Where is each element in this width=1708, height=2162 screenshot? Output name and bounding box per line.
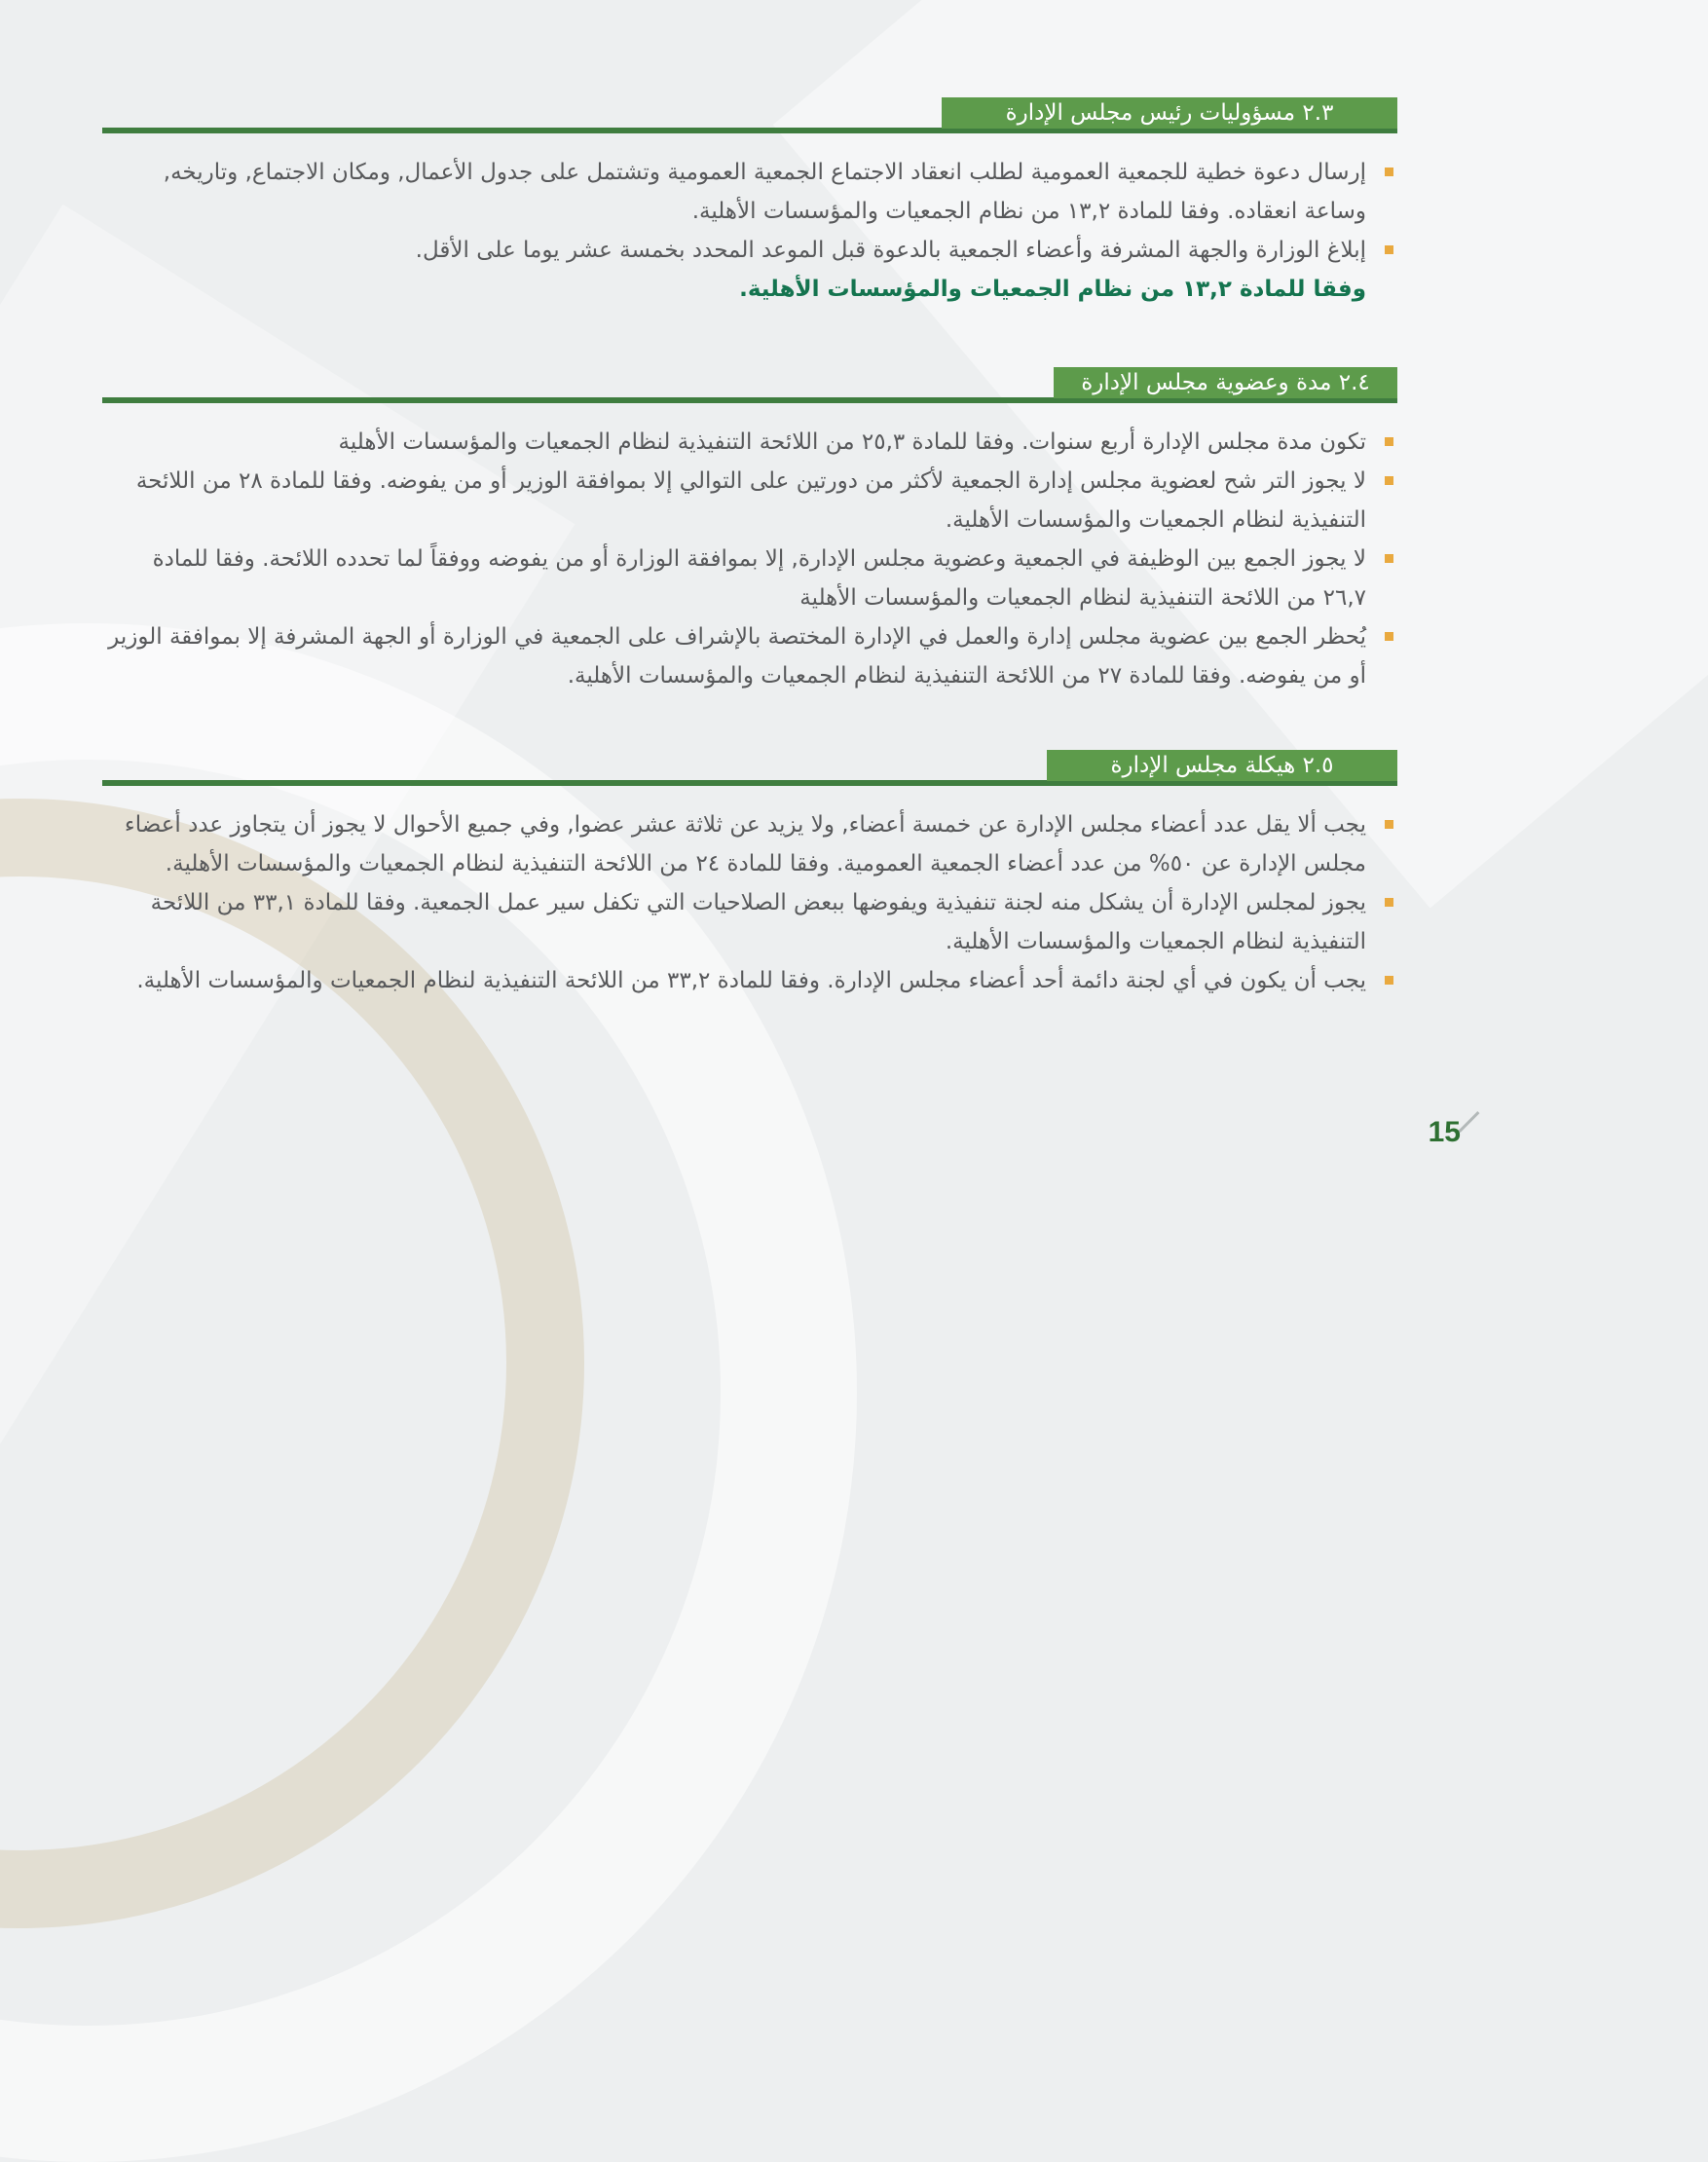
bullet-square-icon (1385, 632, 1393, 641)
bullet-text: يُحظر الجمع بين عضوية مجلس إدارة والعمل في الإدارة المختصة بالإشراف على الجمعية في الوزارة أو الجهة المشرفة إلا بموافقة الوزير أو من يفوضه. وفقا للمادة ٢٧ من اللائحة التنفيذية لنظام الجمعيات والمؤسسات الأهلية. (108, 624, 1366, 689)
section-title-bar (942, 97, 1397, 129)
section-header-2-4 (102, 367, 1397, 403)
bullet-square-icon (1385, 554, 1393, 563)
bullet-square-icon (1385, 437, 1393, 446)
section-title: ٢.٣ مسؤوليات رئيس مجلس الإدارة (1005, 100, 1334, 126)
bullet-list-2-5 (102, 805, 1397, 1000)
bullet-text: لا يجوز التر شح لعضوية مجلس إدارة الجمعية لأكثر من دورتين على التوالي إلا بموافقة الوزير أو من يفوضه. وفقا للمادة ٢٨ من اللائحة التنفيذية لنظام الجمعيات والمؤسسات الأهلية. (135, 468, 1366, 533)
bullet-square-icon (1385, 976, 1393, 985)
list-item (102, 617, 1397, 695)
bullet-square-icon (1385, 245, 1393, 254)
page-content (102, 97, 1397, 1000)
list-item (102, 153, 1397, 231)
bullet-list-2-3 (102, 153, 1397, 309)
page-number: 15 (1428, 1116, 1461, 1148)
list-item (102, 883, 1397, 961)
bullet-square-icon (1385, 168, 1393, 176)
bullet-highlight-text: وفقا للمادة ١٣,٢ من نظام الجمعيات والمؤسسات الأهلية. (739, 277, 1366, 302)
bullet-square-icon (1385, 476, 1393, 485)
bullet-text: يجب ألا يقل عدد أعضاء مجلس الإدارة عن خمسة أعضاء, ولا يزيد عن ثلاثة عشر عضوا, وفي جميع الأحوال لا يجوز أن يتجاوز عدد أعضاء مجلس الإدارة عن ٥٠% من عدد أعضاء الجمعية العمومية. وفقا للمادة ٢٤ من اللائحة التنفيذية لنظام الجمعيات والمؤسسات الأهلية. (124, 812, 1366, 876)
section-title-bar (1047, 750, 1397, 781)
bullet-text: إرسال دعوة خطية للجمعية العمومية لطلب انعقاد الاجتماع الجمعية العمومية وتشتمل على جدول الأعمال, ومكان الاجتماع, وتاريخه, وساعة انعقاده. وفقا للمادة ١٣,٢ من نظام الجمعيات والمؤسسات الأهلية. (163, 160, 1366, 224)
list-item (102, 231, 1397, 309)
list-item (102, 540, 1397, 617)
section-header-2-3 (102, 97, 1397, 133)
bullet-text: تكون مدة مجلس الإدارة أربع سنوات. وفقا للمادة ٢٥,٣ من اللائحة التنفيذية لنظام الجمعيات والمؤسسات الأهلية (338, 429, 1366, 455)
bullet-text: يجوز لمجلس الإدارة أن يشكل منه لجنة تنفيذية ويفوضها ببعض الصلاحيات التي تكفل سير عمل الجمعية. وفقا للمادة ٣٣,١ من اللائحة التنفيذية لنظام الجمعيات والمؤسسات الأهلية. (150, 890, 1366, 954)
section-title-bar (1054, 367, 1397, 398)
list-item (102, 423, 1397, 462)
list-item (102, 961, 1397, 1000)
section-title: ٢.٥ هيكلة مجلس الإدارة (1110, 753, 1334, 778)
list-item (102, 462, 1397, 540)
leaf-slash-decoration (1459, 1111, 1480, 1133)
section-header-2-5 (102, 750, 1397, 786)
list-item (102, 805, 1397, 883)
bullet-list-2-4 (102, 423, 1397, 695)
bullet-square-icon (1385, 898, 1393, 907)
section-title: ٢.٤ مدة وعضوية مجلس الإدارة (1081, 370, 1370, 395)
bullet-text: لا يجوز الجمع بين الوظيفة في الجمعية وعضوية مجلس الإدارة, إلا بموافقة الوزارة أو من يفوضه ووفقاً لما تحدده اللائحة. وفقا للمادة ٢٦,٧ من اللائحة التنفيذية لنظام الجمعيات والمؤسسات الأهلية (152, 546, 1366, 611)
bullet-square-icon (1385, 820, 1393, 829)
bullet-text: إبلاغ الوزارة والجهة المشرفة وأعضاء الجمعية بالدعوة قبل الموعد المحدد بخمسة عشر يوما على الأقل. (415, 238, 1366, 263)
bullet-text: يجب أن يكون في أي لجنة دائمة أحد أعضاء مجلس الإدارة. وفقا للمادة ٣٣,٢ من اللائحة التنفيذية لنظام الجمعيات والمؤسسات الأهلية. (136, 968, 1366, 993)
